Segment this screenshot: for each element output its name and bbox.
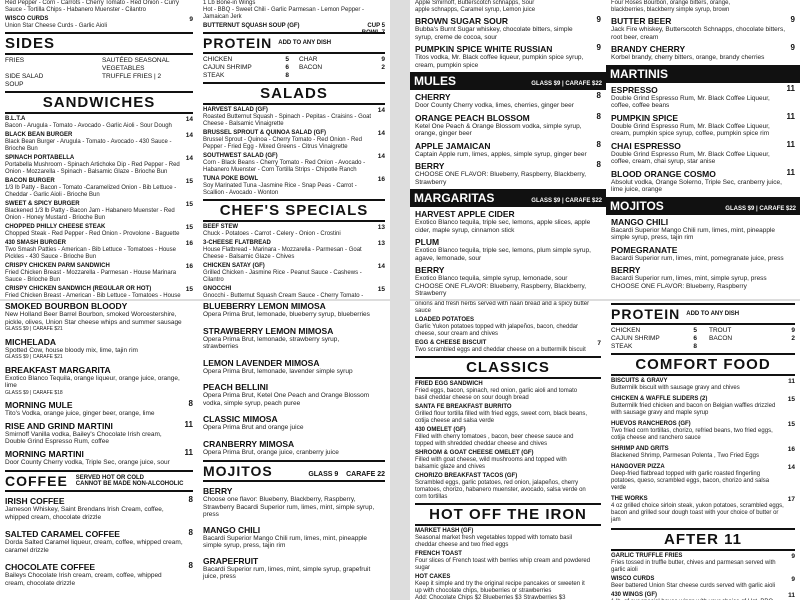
section-header-mules: MULES GLASS $9 | CARAFE $22 (410, 72, 606, 90)
menu-panel-brunch-food-left (410, 301, 606, 600)
menu-panel-cocktails-right (606, 0, 800, 299)
menu-item: TUNA POKE BOWL 16 Soy Marinated Tuna -Jasmine Rice - Snap Peas - Carrot - Scallion - Avocado - Wonton (203, 176, 385, 196)
menu-item: CHERRY 8 Door County Cherry vodka, limes, cherries, ginger beer (415, 91, 601, 109)
wings-sauce-text: Red Pepper - Corn - Carrots - Cherry Tomato - Red Onion - Curry Sauce - Tortilla Chips - Habanero Muenster - Cilantro (5, 0, 179, 13)
menu-item: PEACH BELLINI Opera Prima Brut, Ketel One Peach and Orange Blossom vodka, simple syrup, peach puree (203, 382, 370, 407)
menu-item: GRAPEFRUIT Bacardi Superior rum, limes, mint, simple syrup, grapefruit juice, press (203, 555, 371, 580)
menu-item: HOT CAKES Keep it simple and try the original recipe pancakes or sweeten it up with chocolate chips, blueberries or strawberries Add: Chocolate Chips $2 Blueberries $3 Strawberries $3 (415, 574, 585, 600)
menu-item: EGG & CHEESE BISCUIT 7 Two scrambled eggs and cheddar cheese on a buttermilk biscuit (415, 340, 601, 353)
sides-list: FRIES SAUTÉED SEASONAL VEGETABLES SIDE SALAD TRUFFLE FRIES | 2 SOUP (5, 57, 170, 88)
menu-item: MICHELADA Spotted Cow, house bloody mix, lime, tajin rim GLASS $9 | CARAFE $21 (5, 336, 138, 360)
menu-item: 3-CHEESE FLATBREAD 13 House Flatbread - Marinara - Mozzarella - Parmesan - Goat Cheese - Balsamic Glaze - Chives (203, 240, 385, 260)
menu-item: GNOCCHI 15 Gnocchi - Butternut Squash Cream Sauce - Cherry Tomato - (203, 286, 385, 299)
menu-item: CHOPPED PHILLY CHEESE STEAK 15 Chopped Steak - Red Pepper - Red Onion - Provolone - Baguette (5, 224, 193, 237)
menu-item: CHICKEN SATAY (GF) 14 Grilled Chicken - Jasmine Rice - Peanut Sauce - Cashews - Cilantro (203, 263, 385, 283)
cocktail-desc-fragment: Apple Smirnoff, Butterscotch schnapps, Sour apple schnapps, Caramel syrup, Lemon juice (415, 0, 536, 13)
section-header-sides: SIDES (5, 32, 193, 55)
menu-item: LEMON LAVENDER MIMOSA Opera Prima Brut, lemonade, lavender simple syrup (203, 357, 353, 375)
menu-item: ORANGE PEACH BLOSSOM 8 Ketel One Peach & Orange Blossom vodka, simple syrup, orange, ginger beer (415, 111, 601, 137)
section-header-hot-off-the-iron: HOT OFF THE IRON (415, 503, 601, 526)
menu-item: FRENCH TOAST Four slices of French toast with berries whip cream and powdered sugar (415, 551, 591, 571)
menu-item: CRISPY CHICKEN PARM SANDWICH 16 Fried Chicken Breast - Mozzarella - Parmesan - House Marinara Sauce - Brioche Bun (5, 263, 193, 283)
menu-item: PUMPKIN SPICE WHITE RUSSIAN 9 Titos vodka, Mr. Black coffee liqueur, pumpkin spice syrup, cream, pumpkin spice (415, 43, 601, 69)
menu-item: FRIED EGG SANDWICH Fried eggs, bacon, spinach, red onion, garlic aioli and tomato basil cheddar cheese on sour dough bread (415, 381, 578, 401)
menu-item: 430 OMELET (GF) Filled with cherry tomatoes , bacon, beer cheese sauce and topped with shredded cheddar cheese and chives (415, 427, 574, 447)
menu-item: SWEET & SPICY BURGER 15 Blackened 1/3 lb Patty - Bacon Jam - Habanero Muenster - Red Onion - Honey Mustard - Brioche Bun (5, 201, 193, 221)
menu-item: BLACK BEAN BURGER 14 Black Bean Burger - Arugula - Tomato - Avocado - 430 Sauce - Brioche Bun (5, 132, 193, 152)
menu-item: BACON BURGER 15 1/3 lb Patty - Bacon - Tomato -Caramelized Onion - Bib Lettuce - Cheddar - Garlic Aioli - Brioche Bun (5, 178, 193, 198)
menu-item: BROWN SUGAR SOUR 9 Bubba's Burnt Sugar whiskey, chocolate bitters, simple syrup, creme de cocoa, sour (415, 15, 601, 41)
menu-item: HANGOVER PIZZA 14 Deep-fried flatbread topped with garlic roasted fingerling potatoes, queso, scrambled eggs, bacon, chorizo and salsa verde (611, 464, 795, 491)
menu-item: POMEGRANATE Bacardi Superior rum, limes, mint, pomegranate juice, press (611, 244, 784, 262)
menu-item: BISCUITS & GRAVY 11 Buttermilk biscuit with sausage gravy and chives (611, 378, 795, 391)
menu-item: ESPRESSO 11 Double Grind Espresso Rum, Mr. Black Coffee Liqueur, coffee, coffee beans (611, 83, 795, 109)
menu-item: MANGO CHILI Bacardi Superior Mango Chili rum, limes, mint, pineapple simple syrup, press, tajin rim (611, 216, 776, 241)
menu-item: B.L.T.A 14 Bacon - Arugula - Tomato - Avocado - Garlic Aioli - Sour Dough (5, 116, 193, 129)
menu-item: STRAWBERRY LEMON MIMOSA Opera Prima Brut, lemonade, strawberry syrup, strawberries (203, 325, 340, 350)
menu-item: IRISH COFFEE 8 Jameson Whiskey, Saint Brendans Irish Cream, coffee, whipped cream, chocolate drizzle (5, 495, 193, 521)
protein-list: CHICKEN 5 CHAR 9 CAJUN SHRIMP 6 BACON 2 STEAK 8 (203, 56, 385, 79)
cocktail-desc-fragment: Four Roses Bourbon, orange bitters, orange, blackberries, blackberry simple syrup, brown (611, 0, 731, 13)
section-header-margaritas: MARGARITAS GLASS $9 | CARAFE $22 (410, 189, 606, 207)
menu-item: CRANBERRY MIMOSA Opera Prima Brut, orange juice, cranberry juice (203, 438, 339, 456)
menu-item: BERRY Choose one flavor: Blueberry, Blackberry, Raspberry, Strawberry Bacardi Superior rum, limes, mint, simple syrup, press (203, 486, 375, 518)
menu-item: WISCO CURDS 9 Beer battered Union Star cheese curds served with garlic aioli (611, 576, 795, 589)
menu-desc-fragment: onions and fresh herbs served with naan bread and a spicy butter sauce (415, 301, 590, 314)
menu-panel-cocktails-left (410, 0, 606, 299)
soup-item: BUTTERNUT SQUASH SOUP (GF) CUP 5 BOWL 7 (203, 23, 385, 36)
section-header-sandwiches: SANDWICHES (5, 91, 193, 114)
menu-panel-brunch-food-right (606, 301, 800, 600)
section-header-protein: PROTEIN ADD TO ANY DISH (203, 32, 385, 54)
section-header-classics: CLASSICS (415, 356, 601, 379)
section-header-after-11: AFTER 11 (611, 528, 795, 551)
menu-item: WISCO CURDS 9 Union Star Cheese Curds - Garlic Aioli (5, 16, 193, 29)
menu-item: PLUM Exotico Blanco tequila, triple sec, lemons, plum simple syrup, agave, lemonade, sour (415, 237, 591, 262)
menu-item: PUMPKIN SPICE 11 Double Grind Espresso Rum, Mr. Black Coffee Liqueur, cream, pumpkin spice syrup, coffee, pumpkin spice rim (611, 111, 795, 137)
menu-item: MARKET HASH (GF) Seasonal market fresh vegetables topped with tomato basil cheddar cheese and two fried eggs (415, 528, 573, 548)
section-header-salads: SALADS (203, 82, 385, 105)
section-header-mojitos: MOJITOS GLASS 9 CARAFE 22 (203, 460, 385, 482)
menu-item: BERRY 8 CHOOSE ONE FLAVOR: Blueberry, Raspberry, Blackberry, Strawberry (415, 160, 601, 186)
menu-item: HARVEST SALAD (GF) 14 Roasted Butternut Squash - Spinach - Pepitas - Craisins - Goat Cheese - Balsamic Vinaigrette (203, 107, 385, 127)
menu-item: BUTTER BEER 9 Jack Fire whiskey, Butterscotch Schnapps, chocolate bitters, root beer, cream (611, 15, 795, 41)
menu-item: CLASSIC MIMOSA Opera Prima Brut and orange juice (203, 414, 304, 431)
menu-item: 430 SMASH BURGER 16 Two Smash Patties - American - Bib Lettuce - Tomatoes - House Pickles - 430 Sauce - Brioche Bun (5, 240, 193, 260)
menu-item: CHAI ESPRESSO 11 Double Grind Espresso Rum, Mr. Black Coffee Liqueur, coffee, cream, chai syrup, star anise (611, 139, 795, 165)
menu-item: SMOKED BOURBON BLOODY New Holland Beer Barrel Bourbon, smoked Worcestershire, pickle, olives, Union Star cheese whips and summer sausage GLASS $9 | CARAFE $21 (5, 301, 182, 332)
menu-item: 430 WINGS (GF) 11 (611, 592, 795, 599)
menu-item: RISE AND GRIND MARTINI 11 Smirnoff Vanilla vodka, Bailey's Chocolate Irish cream, Double Grind Espresso Rum, coffee (5, 419, 193, 445)
menu-item: BRUSSEL SPROUT & QUINOA SALAD (GF) 14 Brussel Sprout - Quinoa - Cherry Tomato - Red Onion - Red Pepper - Fried Egg - Mixed Greens - Citrus Vinaigrette (203, 130, 385, 150)
menu-item: THE WORKS 17 4 oz grilled choice sirloin steak, yukon potatoes, scrambled eggs, bacon and grilled sour dough toast with your choice of butter or jam (611, 496, 795, 523)
menu-item: BEEF STEW 13 Chuck - Potatoes - Carrot - Celery - Onion - Crostini (203, 224, 385, 237)
menu-item: GARLIC TRUFFLE FRIES 9 Fries tossed in truffle butter, chives and parmesan served with garlic aioli (611, 553, 795, 573)
wings-text: 1 Lb Bone-in Wings Hot - BBQ - Sweet Chili - Garlic Parmesan - Lemon Pepper - Jamaican Jerk (203, 0, 365, 20)
menu-panel-brunch-drinks-right (198, 301, 390, 600)
menu-item: LOADED POTATOES Garlic Yukon potatoes topped with jalapeños, bacon, cheddar cheese, sour cream and chives (415, 317, 579, 337)
menu-item: BLUEBERRY LEMON MIMOSA Opera Prima Brut, lemonade, blueberry syrup, blueberries (203, 301, 370, 318)
menu-item: SPINACH PORTABELLA 14 Portabella Mushroom - Spinach Artichoke Dip - Red Pepper - Red Onion - Mozzarella - Spinach - Balsamic Glaze - Brioche Bun (5, 155, 193, 175)
menu-panel-brunch-drinks-left (0, 301, 198, 600)
menu-item: CHICKEN & WAFFLE SLIDERS (2) 15 Buttermilk fried chicken and bacon on Belgian waffles drizzled with sausage gravy and maple syrup (611, 396, 795, 416)
section-header-protein: PROTEIN ADD TO ANY DISH (611, 303, 795, 325)
menu-item: BERRY Bacardi Superior rum, limes, mint, simple syrup, press CHOOSE ONE FLAVOR: Blueberry, Raspberry (611, 265, 767, 290)
menu-item: SALTED CARAMEL COFFEE 8 Dorda Salted Caramel liqueur, cream, coffee, whipped cream, caramel drizzle (5, 528, 193, 554)
menu-item: MANGO CHILI Bacardi Superior Mango Chili rum, limes, mint, pineapple simple syrup, press, tajin rim (203, 524, 368, 549)
menu-item: SOUTHWEST SALAD (GF) 14 Corn - Black Beans - Cherry Tomato - Red Onion - Avocado - Habanero Muenster - Corn Tortilla Strips - Chipotle Ranch (203, 153, 385, 173)
menu-item: SANTA FE BREAKFAST BURRITO Grilled flour tortilla filled with fried eggs, sweet corn, black beans, cotija cheese and salsa verde (415, 404, 588, 424)
sandwich-list (5, 116, 193, 299)
menu-panel-food-left (0, 0, 198, 299)
section-header-mojitos: MOJITOS GLASS $9 | CARAFE $22 (606, 197, 800, 215)
menu-item: HUEVOS RANCHEROS (GF) 15 Two fried corn tortillas, chorizo, refried beans, two fried eggs, cotija cheese and ranchero sauce (611, 421, 795, 441)
protein-list: CHICKEN 5 TROUT 9 CAJUN SHRIMP 6 BACON 2 STEAK 8 (611, 327, 795, 350)
menu-panel-food-right (198, 0, 390, 299)
menu-item: CHORIZO BREAKFAST TACOS (GF) Scrambled eggs, garlic potatoes, red onion, jalapeños, cherry tomatoes, chorizo, habanero muenster, avocado, salsa verde on corn tortillas (415, 473, 586, 500)
menu-item: BERRY Exotico Blanco tequila, simple syrup, lemonade, sour CHOOSE ONE FLAVOR: Blueberry, Raspberry, Blackberry, Strawberry (415, 265, 587, 297)
menu-item: BLOOD ORANGE COSMO 11 Absolut vodka, Orange Solerno, Triple Sec, cranberry juice, lime juice, orange (611, 167, 795, 193)
menu-item: APPLE JAMAICAN 8 Captain Apple rum, limes, apples, simple syrup, ginger beer (415, 139, 601, 158)
menu-item: CRISPY CHICKEN SANDWICH (REGULAR OR HOT) 15 Fried Chicken Breast - American - Bib Lettuce - Tomatoes - House (5, 286, 193, 299)
menu-item: SHRIMP AND GRITS 16 Blackened Shrimp, Parmesan Polenta , Two Fried Eggs (611, 446, 795, 459)
menu-item: MORNING MARTINI 11 Door County Cherry vodka, Triple Sec, orange juice, sour (5, 447, 193, 466)
section-header-coffee: COFFEE SERVED HOT OR COLD CANNOT BE MADE NON-ALCOHOLIC (5, 470, 193, 492)
section-header-comfort-food: COMFORT FOOD (611, 353, 795, 376)
section-header-martinis: MARTINIS (606, 65, 800, 83)
menu-item: MORNING MULE 8 Tito's Vodka, orange juice, ginger beer, orange, lime (5, 399, 193, 417)
menu-item: BREAKFAST MARGARITA Exotico Blanco Tequila, orange liqueur, orange juice, orange, lime GLASS $9 | CARAFE $18 (5, 364, 180, 396)
menu-item: SHROOM & GOAT CHEESE OMELET (GF) Filled with goat cheese, wild mushrooms and topped with balsamic glaze and chives (415, 450, 567, 470)
menu-item: HARVEST APPLE CIDER Exotico Blanco tequila, triple sec, lemons, apple slices, apple cider, maple syrup, cinnamon stick (415, 209, 591, 234)
section-header-chefs-specials: CHEF'S SPECIALS (203, 199, 385, 222)
menu-item: CHOCOLATE COFFEE 8 Baileys Chocolate Irish cream, cream, coffee, whipped cream, chocolate drizzle (5, 561, 193, 587)
menu-item: BRANDY CHERRY 9 Korbel brandy, cherry bitters, orange, brandy cherries (611, 43, 795, 61)
